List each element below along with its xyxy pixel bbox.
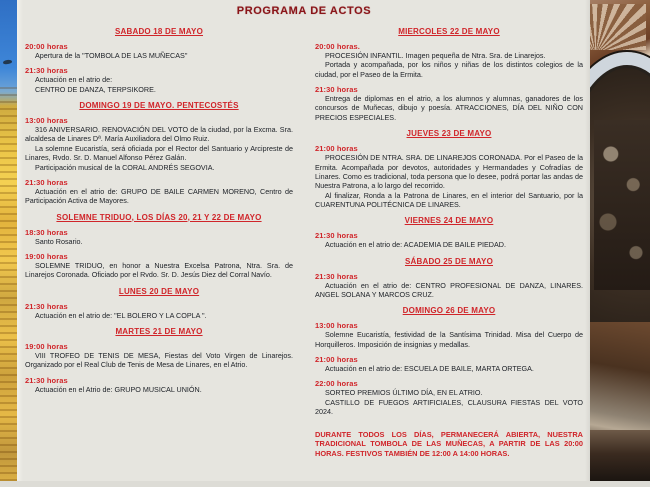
bird-icon xyxy=(3,59,12,64)
event-description: VIII TROFEO DE TENIS DE MESA, Fiestas del Voto Virgen de Linarejos. Organizado por el Real Club de Tenis de Mesa de Linares, en el Atrio. xyxy=(25,351,293,370)
right-column xyxy=(311,20,585,459)
program-sheet xyxy=(23,0,585,481)
event-time: 19:00 horas xyxy=(25,251,68,261)
event-time: 21:30 horas xyxy=(315,271,358,281)
event-description: La solemne Eucaristía, será oficiada por el Rector del Santuario y Arcipreste de Linares, Rvdo. Sr. D. Manuel Alfonso Pérez Galán. xyxy=(25,143,293,163)
left-column xyxy=(23,20,297,459)
event-description: Actuación en el atrio de: ESCUELA DE BAILE, MARTA ORTEGA. xyxy=(325,364,534,374)
right-photo-church-interior xyxy=(590,0,650,482)
event-description: Al finalizar, Ronda a la Patrona de Linares, en el interior del Santuario, por la CUARENTUNA POLITÉCNICA DE LINARES. xyxy=(315,190,583,209)
event-description: Santo Rosario. xyxy=(35,236,83,246)
page-title: PROGRAMA DE ACTOS xyxy=(236,5,372,17)
fan-ornament-icon xyxy=(590,4,646,50)
event-time: 18:30 horas xyxy=(25,227,68,237)
day-heading: DOMINGO 19 DE MAYO. PENTECOSTÉS xyxy=(79,101,239,111)
columns-container xyxy=(23,17,585,459)
event-time: 21:30 horas xyxy=(25,177,68,187)
event-description: 316 ANIVERSARIO. RENOVACIÓN DEL VOTO de la ciudad, por la Excma. Sra. alcaldesa de Linares Dª. María Auxiliadora del Olmo Ruiz. xyxy=(25,125,293,144)
event-description: PROCESIÓN DE NTRA. SRA. DE LINAREJOS CORONADA. Por el Paseo de la Ermita. Acompañada por devotos, autoridades y Hermandades y Cofradías de Linares. Como es tradicional, toda persona que lo desee, podrá portar las andas de Nuestra Patrona, a lo largo del recorrido. xyxy=(315,153,583,191)
event-time: 13:00 horas xyxy=(25,116,68,126)
event-description: Actuación en el Atrio de: GRUPO MUSICAL UNIÓN. xyxy=(35,384,202,394)
event-description: Actuación en el atrio de: xyxy=(35,75,113,85)
event-time: 21:30 horas xyxy=(315,231,358,241)
event-time: 21:00 horas xyxy=(315,355,358,365)
event-time: 21:30 horas xyxy=(25,301,68,311)
event-description: Participación musical de la CORAL ANDRÉS SEGOVIA. xyxy=(35,162,215,172)
cupola-figures xyxy=(594,120,650,290)
event-description: Actuación en el atrio de: ACADEMIA DE BAILE PIEDAD. xyxy=(325,240,506,250)
day-heading: SÁBADO 25 DE MAYO xyxy=(404,256,493,266)
event-description: Actuación en el atrio de: GRUPO DE BAILE CARMEN MORENO, Centro de Participación Activa de Mayores. xyxy=(25,186,293,206)
event-description: Portada y acompañada, por los niños y niñas de los distintos colegios de la ciudad, por el Paseo de la Ermita. xyxy=(315,60,583,79)
event-description: Actuación en el atrio de: "EL BOLERO Y LA COPLA ". xyxy=(35,310,207,320)
event-description: Apertura de la "TOMBOLA DE LAS MUÑECAS" xyxy=(35,51,188,60)
event-description: Entrega de diplomas en el atrio, a los alumnos y alumnas, ganadores de los concursos de Muñecas, dibujo y poesía. ATRACCIONES, DÍA DEL NIÑO CON PRECIOS ESPECIALES. xyxy=(315,94,583,122)
tower-texture xyxy=(0,87,17,482)
event-description: Actuación en el atrio de: CENTRO PROFESIONAL DE DANZA, LINARES. ANGEL SOLANA Y MARCOS CRUZ. xyxy=(315,280,583,300)
event-description: SORTEO PREMIOS ÚLTIMO DÍA, EN EL ATRIO. xyxy=(325,388,483,398)
event-description: Solemne Eucaristía, festividad de la Santísima Trinidad. Misa del Cuerpo de Horquilleros. Imposición de insignias y medallas. xyxy=(315,330,583,349)
event-time: 20:00 horas xyxy=(25,42,68,51)
day-heading: DOMINGO 26 DE MAYO xyxy=(402,306,496,316)
day-heading: SOLEMNE TRIDUO, LOS DÍAS 20, 21 Y 22 DE MAYO xyxy=(56,212,262,222)
day-heading: MARTES 21 DE MAYO xyxy=(115,327,203,337)
event-time: 21:30 horas xyxy=(315,85,358,95)
day-heading: MIERCOLES 22 DE MAYO xyxy=(398,27,500,36)
day-heading: JUEVES 23 DE MAYO xyxy=(406,129,492,139)
event-time: 19:00 horas xyxy=(25,342,68,352)
event-time: 21:30 horas xyxy=(25,375,68,385)
event-time: 22:00 horas xyxy=(315,379,358,389)
event-time: 21:00 horas xyxy=(315,144,358,154)
event-time: 20:00 horas. xyxy=(315,42,360,51)
day-heading: VIERNES 24 DE MAYO xyxy=(404,216,494,226)
event-description: SOLEMNE TRIDUO, en honor a Nuestra Excelsa Patrona, Ntra. Sra. de Linarejos Coronada. Oficiado por el Rvdo. Sr. D. Jesús Diez del Corral Navío. xyxy=(25,260,293,280)
day-heading: SABADO 18 DE MAYO xyxy=(114,27,203,36)
left-photo-strip-tower xyxy=(0,0,17,482)
bottom-page-edge xyxy=(0,481,650,487)
day-heading: LUNES 20 DE MAYO xyxy=(118,286,200,296)
right-page-edge xyxy=(585,0,590,482)
footer-note: DURANTE TODOS LOS DÍAS, PERMANECERÁ ABIERTA, NUESTRA TRADICIONAL TOMBOLA DE LAS MUÑECAS, A PARTIR DE LAS 20:00 HORAS. FESTIVOS TAMBIÉN DE 12:00 A 14:00 HORAS. xyxy=(315,429,583,459)
event-time: 13:00 horas xyxy=(315,321,358,331)
event-description: CASTILLO DE FUEGOS ARTIFICIALES, CLAUSURA FIESTAS DEL VOTO 2024. xyxy=(315,397,583,417)
event-description: CENTRO DE DANZA, TERPSIKORE. xyxy=(35,84,156,94)
event-description: PROCESIÓN INFANTIL. Imagen pequeña de Ntra. Sra. de Linarejos. xyxy=(325,51,546,60)
lower-shadow xyxy=(590,430,650,482)
event-time: 21:30 horas xyxy=(25,66,68,76)
